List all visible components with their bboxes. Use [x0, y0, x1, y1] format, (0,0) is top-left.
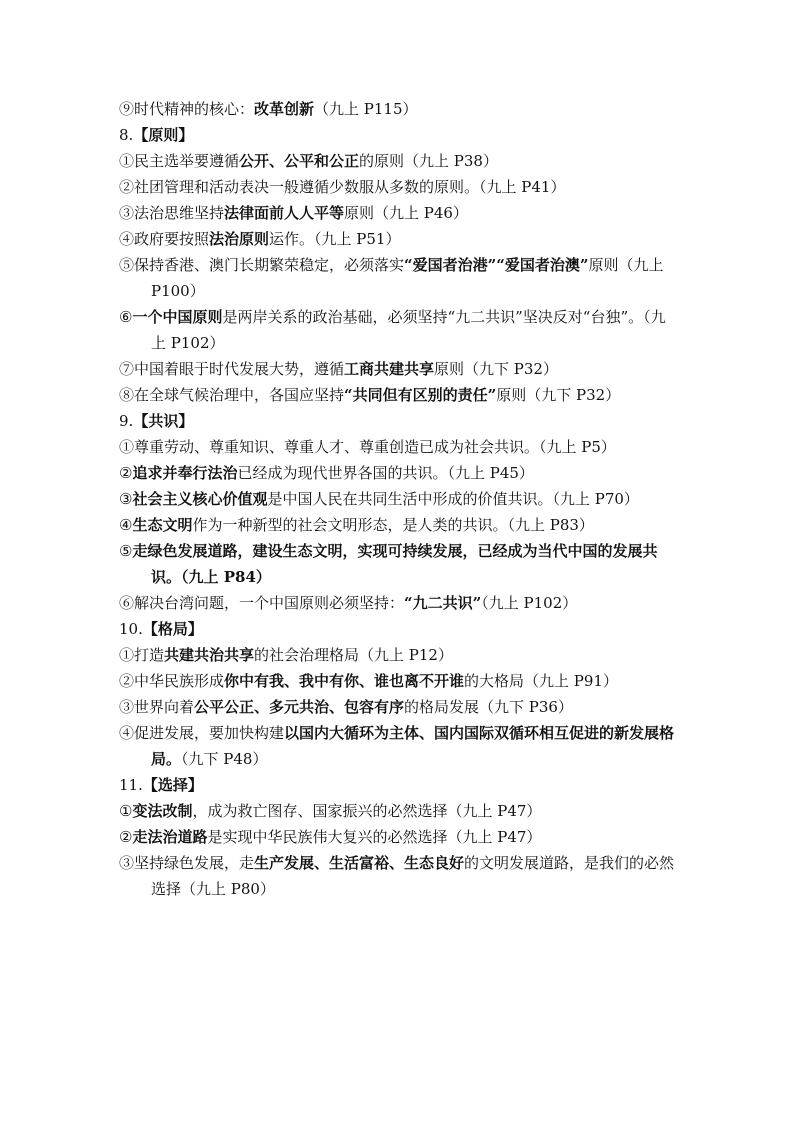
bold-text: 以国内大循环为主体、国内国际双循环相互促进的新发展格局。: [151, 724, 675, 768]
text-segment: 的社会治理格局（九上 P12）: [254, 646, 453, 664]
bold-text: 【原则】: [133, 126, 194, 144]
text-segment: ②: [119, 464, 133, 482]
bold-text: “九二共识”: [404, 594, 482, 612]
list-item: [119, 590, 679, 616]
list-item: [119, 850, 679, 902]
section-heading: [119, 772, 679, 798]
bold-text: 你中有我、我中有你、谁也离不开谁: [224, 672, 465, 690]
bold-text: 走绿色发展道路，建设生态文明，实现可持续发展，已经成为当代中国的发展共识。（九上 P84）: [132, 542, 658, 586]
text-segment: ①: [119, 802, 133, 820]
text-segment: 的原则（九上 P38）: [359, 152, 498, 170]
text-segment: ①民主选举要遵循: [119, 152, 240, 170]
section-heading: [119, 616, 679, 642]
text-segment: 原则（九下 P32）: [434, 360, 558, 378]
bold-text: 社会主义核心价值观: [132, 490, 268, 508]
text-segment: ①尊重劳动、尊重知识、尊重人才、尊重创造已成为社会共识。（九上 P5）: [119, 438, 616, 456]
bold-text: 工商共建共享: [344, 360, 435, 378]
text-segment: ②: [119, 828, 133, 846]
bold-text: 法律面前人人平等: [224, 204, 345, 222]
bold-text: 公开、公平和公正: [239, 152, 360, 170]
list-item: [119, 226, 679, 252]
text-segment: （九下 P48）: [181, 750, 268, 768]
text-segment: 是两岸关系的政治基础，必须坚持“九二共识”坚决反对“台独”。（九上 P102）: [151, 308, 666, 352]
bold-text: 追求并奉行法治: [132, 464, 238, 482]
list-item: [119, 824, 679, 850]
bold-text: 【共识】: [133, 412, 194, 430]
text-segment: ①打造: [119, 646, 165, 664]
text-segment: ③坚持绿色发展，走: [119, 854, 255, 872]
list-item: [119, 668, 679, 694]
text-segment: ④政府要按照: [119, 230, 210, 248]
text-segment: 原则（九上 P46）: [344, 204, 468, 222]
bold-text: “共同但有区别的责任”: [344, 386, 497, 404]
text-segment: 的大格局（九上 P91）: [464, 672, 618, 690]
text-segment: （九上 P102）: [481, 594, 578, 612]
list-item: [119, 642, 679, 668]
text-segment: ③世界向着: [119, 698, 195, 716]
list-item: [119, 304, 679, 356]
text-segment: 作为一种新型的社会文明形态，是人类的共识。（九上 P83）: [192, 516, 594, 534]
list-item: [119, 486, 679, 512]
list-item: [119, 200, 679, 226]
list-item: [119, 252, 679, 304]
text-segment: 的文明发展道路，是我们的必然选择（九上 P80）: [151, 854, 675, 898]
bold-text: 【选择】: [142, 776, 203, 794]
text-segment: ⑨时代精神的核心：: [119, 100, 255, 118]
list-item: [119, 798, 679, 824]
list-item: [119, 96, 679, 122]
text-segment: 是实现中华民族伟大复兴的必然选择（九上 P47）: [207, 828, 542, 846]
bold-text: 走法治道路: [132, 828, 208, 846]
bold-text: 改革创新: [254, 100, 315, 118]
document-body: [119, 96, 679, 902]
bold-text: 变法改制: [132, 802, 193, 820]
text-segment: ⑥解决台湾问题，一个中国原则必须坚持：: [119, 594, 405, 612]
text-segment: 原则（九下 P32）: [496, 386, 621, 404]
bold-text: “爱国者治港”“爱国者治澳”: [404, 256, 589, 274]
text-segment: （九上 P115）: [314, 100, 418, 118]
text-segment: 是中国人民在共同生活中形成的价值共识。（九上 P70）: [267, 490, 639, 508]
text-segment: 原则（九上 P100）: [151, 256, 664, 300]
text-segment: 10.: [119, 620, 143, 638]
section-heading: [119, 408, 679, 434]
bold-text: 生产发展、生活富裕、生态良好: [254, 854, 465, 872]
text-segment: 8.: [119, 126, 134, 144]
list-item: [119, 538, 679, 590]
text-segment: ⑤: [119, 542, 133, 560]
text-segment: ②中华民族形成: [119, 672, 225, 690]
text-segment: 的格局发展（九下 P36）: [404, 698, 573, 716]
text-segment: ④: [119, 516, 133, 534]
text-segment: ⑦中国着眼于时代发展大势，遵循: [119, 360, 345, 378]
text-segment: 9.: [119, 412, 134, 430]
text-segment: ②社团管理和活动表决一般遵循少数服从多数的原则。（九上 P41）: [119, 178, 566, 196]
list-item: [119, 148, 679, 174]
text-segment: ，成为救亡图存、国家振兴的必然选择（九上 P47）: [192, 802, 542, 820]
bold-text: 生态文明: [132, 516, 193, 534]
text-segment: 11.: [119, 776, 143, 794]
list-item: [119, 694, 679, 720]
list-item: [119, 356, 679, 382]
text-segment: ⑤保持香港、澳门长期繁荣稳定，必须落实: [119, 256, 405, 274]
list-item: [119, 174, 679, 200]
list-item: [119, 382, 679, 408]
text-segment: ④促进发展，要加快构建: [119, 724, 285, 742]
bold-text: 法治原则: [209, 230, 270, 248]
list-item: [119, 460, 679, 486]
text-segment: ⑧在全球气候治理中，各国应坚持: [119, 386, 345, 404]
text-segment: 运作。（九上 P51）: [269, 230, 401, 248]
text-segment: ③法治思维坚持: [119, 204, 225, 222]
bold-text: 一个中国原则: [132, 308, 223, 326]
bold-text: 【格局】: [142, 620, 203, 638]
text-segment: ⑥: [119, 308, 133, 326]
text-segment: 已经成为现代世界各国的共识。（九上 P45）: [237, 464, 534, 482]
section-heading: [119, 122, 679, 148]
list-item: [119, 512, 679, 538]
bold-text: 公平公正、多元共治、包容有序: [194, 698, 405, 716]
text-segment: ③: [119, 490, 133, 508]
list-item: [119, 434, 679, 460]
list-item: [119, 720, 679, 772]
bold-text: 共建共治共享: [164, 646, 255, 664]
